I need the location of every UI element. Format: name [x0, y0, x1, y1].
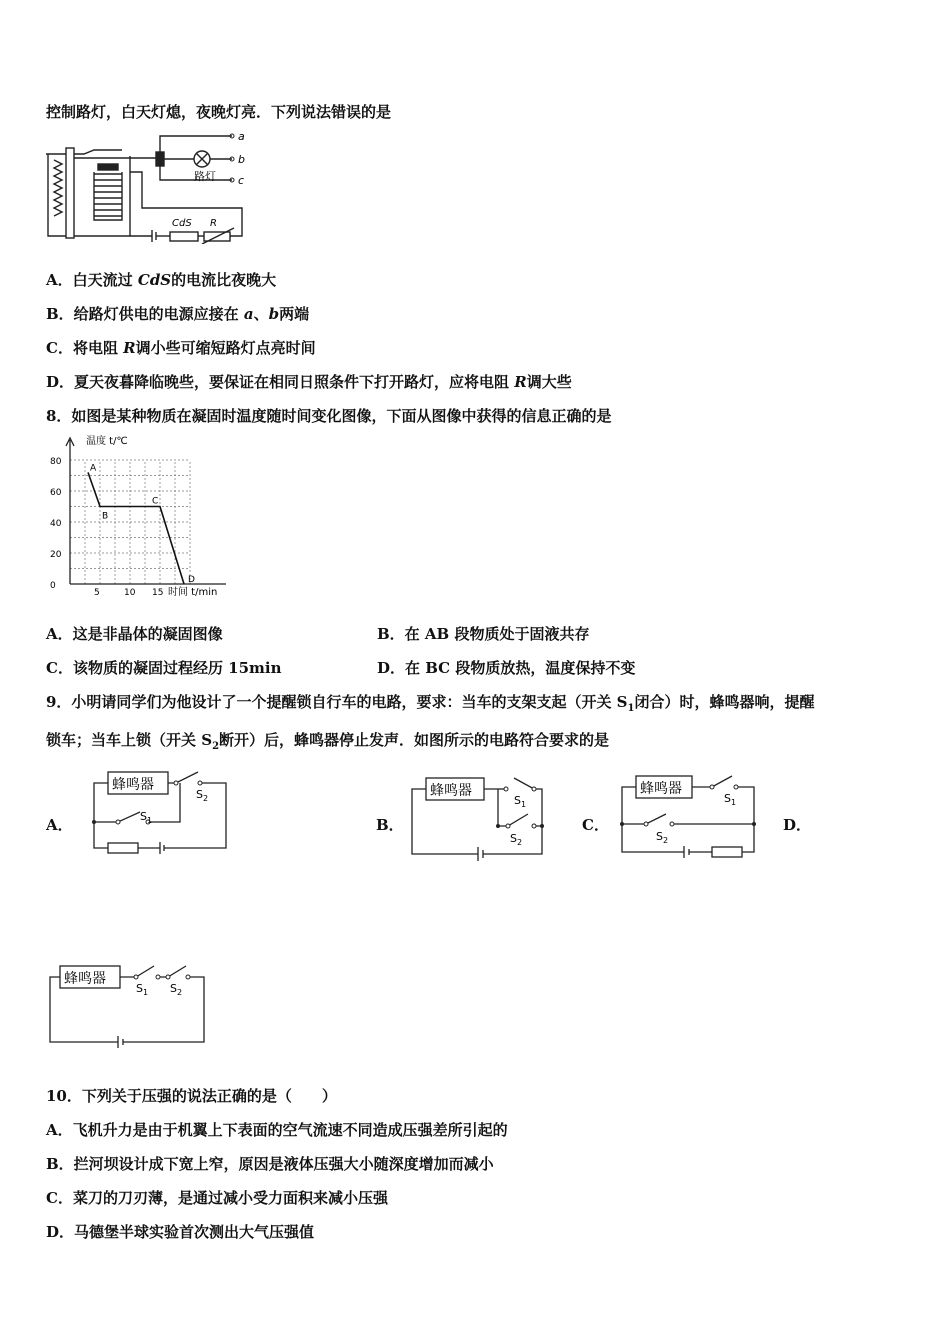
s2-label: $S_2$: [196, 788, 209, 803]
q8-option-b[interactable]: B．在 AB 段物质处于固液共存: [377, 625, 590, 643]
circuit-d[interactable]: [46, 958, 210, 1054]
point-d-label: D: [188, 575, 195, 585]
r-label: R: [210, 218, 217, 229]
x-tick-5: 5: [94, 588, 100, 598]
s1-label: $S_1$: [724, 792, 737, 807]
q10-option-c[interactable]: C．菜刀的刀刃薄，是通过减小受力面积来减小压强: [46, 1189, 388, 1207]
q7-stem: 控制路灯，白天灯熄，夜晚灯亮．下列说法错误的是: [46, 103, 392, 121]
q9-stem-line2: 锁车；当车上锁（开关 $S_2$断开）后，蜂鸣器停止发声．如图所示的电路符合要求的是: [46, 731, 610, 752]
q8-option-d[interactable]: D．在 BC 段物质放热，温度保持不变: [377, 659, 636, 677]
y-tick-20: 20: [50, 550, 62, 560]
circuit-a[interactable]: [88, 766, 238, 860]
s1-label: $S_1$: [136, 982, 149, 997]
q7-option-d[interactable]: D．夏天夜暮降临晚些，要保证在相同日照条件下打开路灯，应将电阻 R调大些: [46, 373, 572, 391]
temperature-time-chart: [40, 432, 240, 602]
q10-stem: 10．下列关于压强的说法正确的是（ ）: [46, 1087, 337, 1105]
y-tick-60: 60: [50, 488, 62, 498]
s2-label: $S_2$: [656, 830, 669, 845]
q8-option-c[interactable]: C．该物质的凝固过程经历 15min: [46, 659, 282, 677]
q10-option-b[interactable]: B．拦河坝设计成下宽上窄，原因是液体压强大小随深度增加而减小: [46, 1155, 494, 1173]
q7-option-c[interactable]: C．将电阻 R调小些可缩短路灯点亮时间: [46, 339, 316, 357]
point-a-label: A: [90, 463, 97, 474]
buzzer-label: 蜂鸣器: [112, 777, 154, 793]
terminal-c-label: c: [238, 174, 245, 187]
s1-label: $S_1$: [514, 794, 527, 809]
s2-label: $S_2$: [510, 832, 523, 847]
y-axis-label: 温度 t/℃: [86, 436, 128, 447]
point-b-label: B: [102, 511, 109, 522]
y-tick-0: 0: [50, 581, 56, 591]
buzzer-label: 蜂鸣器: [640, 781, 682, 797]
q8-stem: 8．如图是某种物质在凝固时温度随时间变化图像，下面从图像中获得的信息正确的是: [46, 407, 612, 425]
x-tick-15: 15: [152, 588, 164, 598]
y-tick-40: 40: [50, 519, 62, 529]
q9-option-b-label[interactable]: B．: [376, 816, 404, 834]
y-tick-80: 80: [50, 457, 62, 467]
q10-option-a[interactable]: A．飞机升力是由于机翼上下表面的空气流速不同造成压强差所引起的: [46, 1121, 508, 1139]
point-c-label: C: [152, 496, 159, 507]
x-axis-label: 时间 t/min: [168, 587, 218, 598]
buzzer-label: 蜂鸣器: [64, 971, 106, 987]
terminal-b-label: b: [238, 153, 245, 166]
q9-stem-line1: 9．小明请同学们为他设计了一个提醒锁自行车的电路，要求：当车的支架支起（开关 $S_1$闭合）时，蜂鸣器响，提醒: [46, 693, 815, 714]
q7-option-b[interactable]: B．给路灯供电的电源应接在 a、b两端: [46, 305, 310, 323]
circuit-c[interactable]: [616, 766, 760, 864]
s1-label: $S_1$: [140, 810, 153, 825]
circuit-b[interactable]: [408, 768, 548, 864]
q9-option-c-label[interactable]: C．: [582, 816, 609, 834]
terminal-a-label: a: [238, 130, 245, 143]
buzzer-label: 蜂鸣器: [430, 783, 472, 799]
q8-option-a[interactable]: A．这是非晶体的凝固图像: [46, 625, 223, 643]
q7-option-a[interactable]: A．白天流过 CdS的电流比夜晚大: [46, 271, 277, 289]
s2-label: $S_2$: [170, 982, 183, 997]
cds-label: CdS: [172, 218, 192, 229]
series-line: [88, 472, 184, 584]
q10-option-d[interactable]: D．马德堡半球实验首次测出大气压强值: [46, 1223, 315, 1241]
lamp-label: 路灯: [194, 170, 216, 183]
q9-option-d-label[interactable]: D．: [783, 816, 812, 834]
relay-circuit-figure: [44, 128, 254, 244]
q9-option-a-label[interactable]: A．: [46, 816, 73, 834]
x-tick-10: 10: [124, 588, 136, 598]
